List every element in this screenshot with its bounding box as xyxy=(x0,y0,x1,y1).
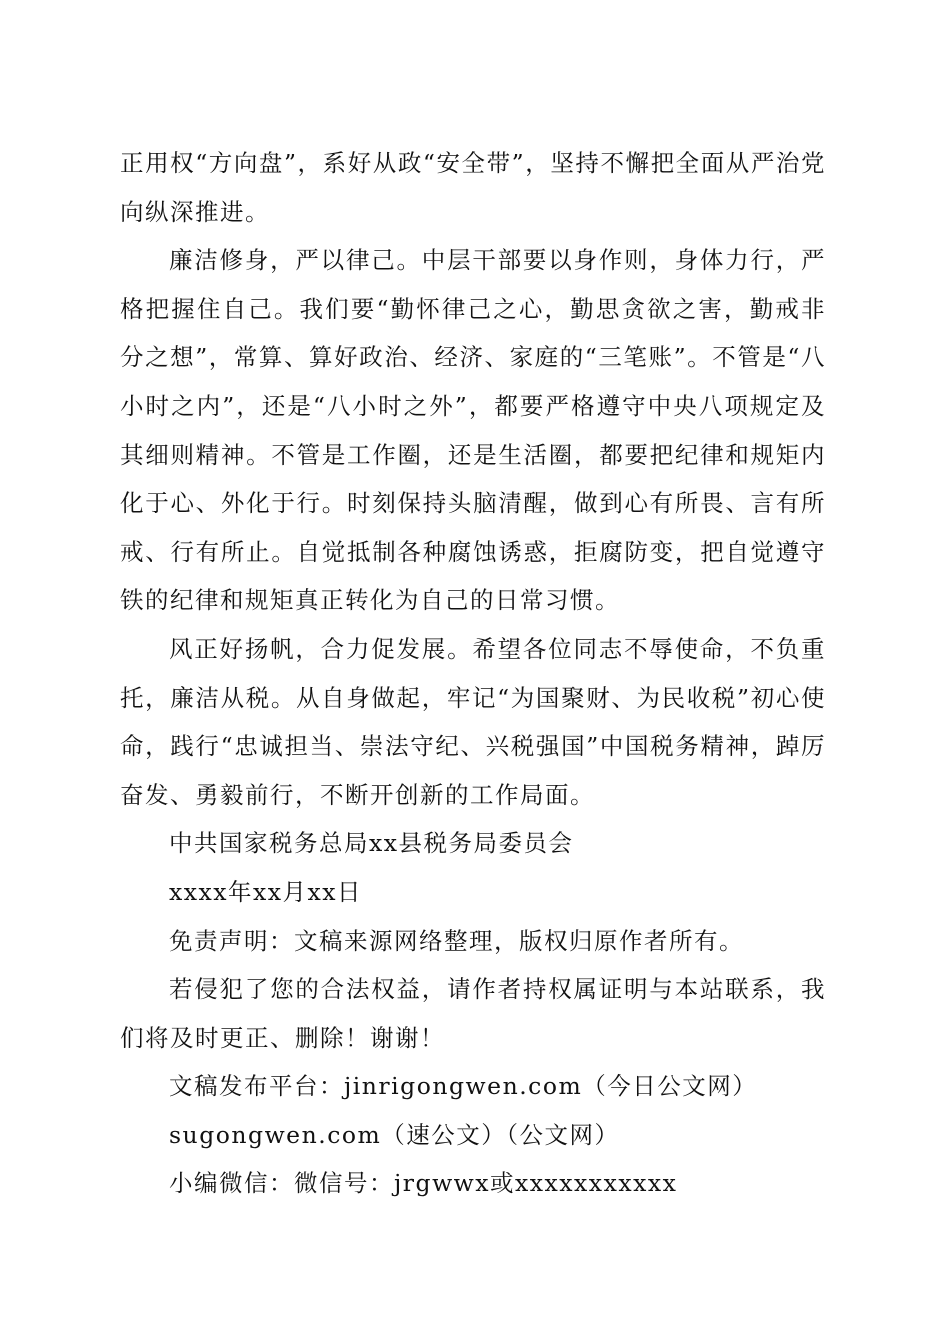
paragraph-integrity: 廉洁修身，严以律己。中层干部要以身作则，身体力行，严格把握住自己。我们要“勤怀律己之心，勤思贪欲之害，勤戒非分之想”，常算、算好政治、经济、家庭的“三笔账”。不管是“八小时之内”，还是“八小时之外”，都要严格遵守中央八项规定及其细则精神。不管是工作圈，还是生活圈，都要把纪律和规矩内化于心、外化于行。时刻保持头脑清醒，做到心有所畏、言有所戒、行有所止。自觉抵制各种腐蚀诱惑，拒腐防变，把自觉遵守铁的纪律和规矩真正转化为自己的日常习惯。 xyxy=(120,246,826,615)
date-line: xxxx年xx月xx日 xyxy=(169,877,363,906)
signature-line: 中共国家税务总局xx县税务局委员会 xyxy=(169,829,574,858)
wechat-line: 小编微信：微信号：jrgwwx或xxxxxxxxxxx xyxy=(169,1169,678,1198)
platform-line: 文稿发布平台：jinrigongwen.com（今日公文网） xyxy=(169,1072,758,1101)
paragraph-continuation: 正用权“方向盘”，系好从政“安全带”，坚持不懈把全面从严治党向纵深推进。 xyxy=(120,149,826,226)
infringement-notice: 若侵犯了您的合法权益，请作者持权属证明与本站联系，我们将及时更正、删除！谢谢！ xyxy=(120,975,826,1052)
paragraph-development: 风正好扬帆，合力促发展。希望各位同志不辱使命，不负重托，廉洁从税。从自身做起，牢记“为国聚财、为民收税”初心使命，践行“忠诚担当、崇法守纪、兴税强国”中国税务精神，踔厉奋发、勇毅前行，不断开创新的工作局面。 xyxy=(120,634,826,809)
disclaimer-line: 免责声明：文稿来源网络整理，版权归原作者所有。 xyxy=(169,926,744,955)
document-body xyxy=(120,139,826,1208)
platform-line-2: sugongwen.com（速公文）（公文网） xyxy=(169,1120,620,1149)
